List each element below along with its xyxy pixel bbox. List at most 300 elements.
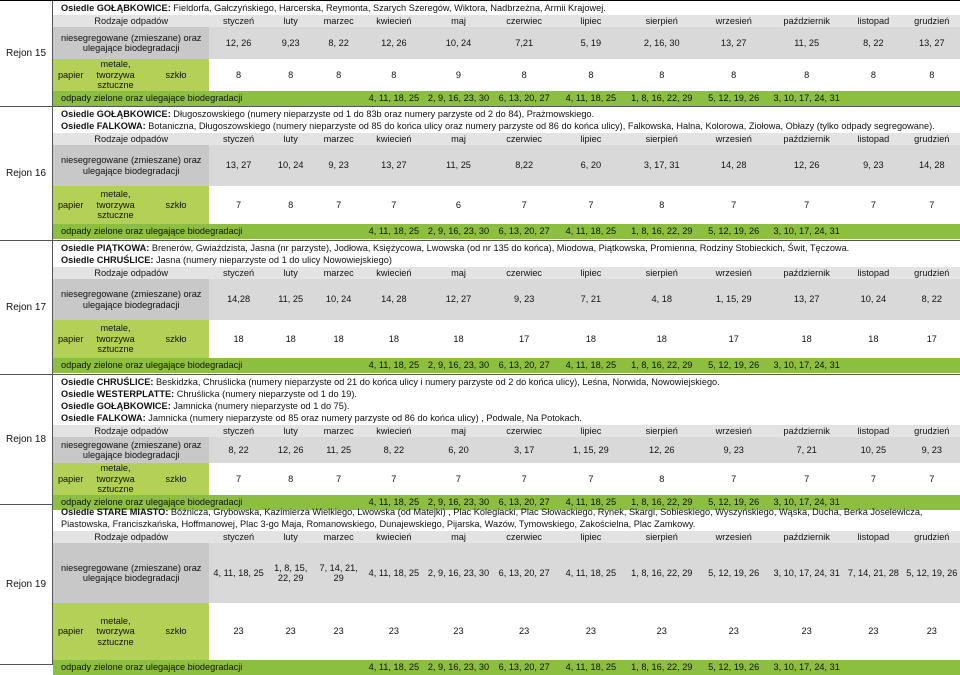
mixed-waste-dates: 9, 23 [843,145,903,186]
description-line [61,108,956,120]
green-waste-dates: 4, 11, 18, 25 [555,224,626,239]
month-header: luty [268,531,314,543]
glass-label: szkło [143,186,210,224]
glass-label: szkło [143,603,210,660]
month-header: maj [424,15,493,27]
recyclables-date: 8 [364,59,424,91]
mixed-waste-dates: 14,28 [209,279,267,320]
metal-plastic-label: metale, tworzywa sztuczne [88,320,142,358]
green-waste-row [53,358,960,373]
recyclables-date: 23 [364,603,424,660]
month-header: grudzień [904,133,960,145]
month-header: lipiec [555,425,626,437]
mixed-waste-dates: 2, 16, 30 [626,27,697,59]
settlement-name: Osiedle GOŁĄBKOWICE: [61,3,171,13]
month-header: czerwiec [493,531,556,543]
recyclables-date: 17 [904,320,960,358]
mixed-waste-dates: 1, 15, 29 [555,437,626,463]
paper-label: papier [53,603,88,660]
mixed-waste-dates: 5, 19 [555,27,626,59]
mixed-waste-dates: 2, 9, 16, 23, 30 [424,543,493,603]
recyclables-date: 7 [555,186,626,224]
month-header: sierpień [626,267,697,279]
header-row [53,15,960,27]
mixed-waste-dates: 8, 22 [209,437,267,463]
mixed-waste-dates: 3, 17 [493,437,556,463]
green-waste-dates: 4, 11, 18, 25 [364,660,424,675]
recyclables-date: 8 [904,59,960,91]
region-label: Rejon 18 [0,375,53,504]
recyclables-date: 7 [555,463,626,495]
street-list: Brenerów, Gwiaździsta, Jasna (nr parzyste), Jodłowa, Księżycowa, Lwowska (od nr 135 do końca), Miodowa, Piątkowska, Promienna, Rodziny Stobieckich, Świt, Tęczowa. [149,243,850,253]
green-waste-dates: 5, 12, 19, 26 [697,495,770,510]
recyclables-date: 23 [770,603,843,660]
settlement-name: Osiedle CHRUŚLICE: [61,377,154,387]
mixed-waste-dates: 8, 22 [314,27,364,59]
glass-label: szkło [143,320,210,358]
month-header: maj [424,425,493,437]
month-header: listopad [843,425,903,437]
street-list: Chruślicka (numery nieparzyste od 1 do 19). [174,389,357,399]
green-waste-dates: 5, 12, 19, 26 [697,660,770,675]
recyclables-date: 17 [697,320,770,358]
recyclables-date: 23 [209,603,267,660]
mixed-waste-dates: 6, 20 [555,145,626,186]
month-header: czerwiec [493,267,556,279]
mixed-waste-dates: 13, 27 [770,279,843,320]
green-waste-dates: 4, 11, 18, 25 [555,358,626,373]
green-waste-label: odpady zielone oraz ulegające biodegradacji [53,358,364,373]
recyclables-date: 23 [697,603,770,660]
month-header: luty [268,425,314,437]
green-waste-dates: 4, 11, 18, 25 [364,495,424,510]
paper-label: papier [53,463,88,495]
recyclables-date: 17 [493,320,556,358]
month-header: kwiecień [364,425,424,437]
region-block [0,107,960,241]
recyclables-date: 18 [268,320,314,358]
recyclables-date: 7 [770,186,843,224]
recyclables-date: 7 [314,463,364,495]
description-line [61,388,956,400]
green-waste-dates: 2, 9, 16, 23, 30 [424,358,493,373]
mixed-waste-dates: 7, 21 [555,279,626,320]
mixed-waste-dates: 13, 27 [904,27,960,59]
mixed-waste-dates: 12, 27 [424,279,493,320]
recyclables-row [53,59,960,91]
green-waste-dates [843,91,903,106]
month-header: kwiecień [364,15,424,27]
recyclables-date: 8 [268,59,314,91]
month-header: grudzień [904,531,960,543]
month-header: grudzień [904,15,960,27]
schedule-table [53,531,960,675]
category-header: Rodzaje odpadów [53,425,209,437]
recyclables-date: 8 [626,59,697,91]
month-header: październik [770,15,843,27]
recyclables-date: 18 [843,320,903,358]
month-header: wrzesień [697,133,770,145]
mixed-waste-dates: 7, 14, 21, 29 [314,543,364,603]
month-header: czerwiec [493,425,556,437]
recyclables-date: 7 [843,186,903,224]
month-header: wrzesień [697,425,770,437]
month-header: grudzień [904,267,960,279]
region-label: Rejon 17 [0,241,53,374]
region-description [53,375,960,425]
green-waste-dates [904,358,960,373]
mixed-waste-dates: 13, 27 [697,27,770,59]
month-header: październik [770,133,843,145]
month-header: lipiec [555,15,626,27]
month-header: styczeń [209,531,267,543]
region-block [0,505,960,673]
street-list: Botaniczna, Długoszowskiego (numery nieparzyste od 85 do końca ulicy oraz numery parzyste od 86 do końca ulicy), Falkowska, Halna, Kolorowa, Ziołowa, Obłazy (tylko odpady segregowane). [145,121,935,131]
mixed-waste-dates: 11, 25 [770,27,843,59]
month-header: kwiecień [364,267,424,279]
month-header: listopad [843,267,903,279]
mixed-waste-dates: 10, 24 [424,27,493,59]
mixed-waste-dates: 6, 13, 20, 27 [493,543,556,603]
mixed-waste-row [53,543,960,603]
street-list: Beskidzka, Chruślicka (numery nieparzyste od 21 do końca ulicy i numery parzyste od 2 do końca ulicy), Leśna, Norwida, Nowowiejskiego. [153,377,720,387]
mixed-waste-dates: 12, 26 [626,437,697,463]
category-header: Rodzaje odpadów [53,267,209,279]
mixed-waste-dates: 10, 24 [843,279,903,320]
recyclables-date: 7 [493,463,556,495]
mixed-waste-dates: 10, 24 [314,279,364,320]
region-description [53,505,960,531]
green-waste-label: odpady zielone oraz ulegające biodegradacji [53,660,364,675]
green-waste-dates: 3, 10, 17, 24, 31 [770,224,843,239]
mixed-waste-dates: 11, 25 [268,279,314,320]
mixed-waste-dates: 8,22 [493,145,556,186]
month-header: luty [268,267,314,279]
green-waste-dates [843,660,903,675]
recyclables-date: 8 [209,59,267,91]
month-header: listopad [843,133,903,145]
description-line [61,242,956,254]
category-header: Rodzaje odpadów [53,15,209,27]
recyclables-date: 18 [364,320,424,358]
recyclables-date: 18 [424,320,493,358]
green-waste-dates: 6, 13, 20, 27 [493,224,556,239]
mixed-waste-dates: 5, 12, 19, 26 [697,543,770,603]
recyclables-date: 7 [843,463,903,495]
month-header: marzec [314,531,364,543]
mixed-waste-dates: 3, 17, 31 [626,145,697,186]
recyclables-row [53,463,960,495]
month-header: sierpień [626,15,697,27]
recyclables-date: 7 [770,463,843,495]
month-header: maj [424,133,493,145]
recyclables-date: 8 [268,186,314,224]
mixed-waste-dates: 1, 15, 29 [697,279,770,320]
settlement-name: Osiedle PIĄTKOWA: [61,243,150,253]
schedule-table [53,133,960,239]
month-header: styczeń [209,425,267,437]
mixed-waste-dates: 8, 22 [843,27,903,59]
recyclables-date: 8 [314,59,364,91]
mixed-waste-dates: 3, 10, 17, 24, 31 [770,543,843,603]
month-header: wrzesień [697,267,770,279]
green-waste-label: odpady zielone oraz ulegające biodegradacji [53,495,364,510]
mixed-waste-row [53,279,960,320]
mixed-waste-dates: 7, 14, 21, 28 [843,543,903,603]
green-waste-row [53,224,960,239]
mixed-waste-dates: 8, 22 [364,437,424,463]
region-block [0,375,960,505]
recyclables-date: 8 [770,59,843,91]
recyclables-date: 7 [364,186,424,224]
month-header: grudzień [904,425,960,437]
recyclables-date: 18 [209,320,267,358]
recyclables-row [53,320,960,358]
green-waste-dates [904,224,960,239]
metal-plastic-label: metale, tworzywa sztuczne [88,603,142,660]
recyclables-date: 7 [209,463,267,495]
green-waste-dates: 2, 9, 16, 23, 30 [424,224,493,239]
month-header: styczeń [209,267,267,279]
month-header: wrzesień [697,531,770,543]
recyclables-date: 8 [626,463,697,495]
region-body [53,505,960,673]
recyclables-date: 23 [424,603,493,660]
settlement-name: Osiedle FALKOWA: [61,413,146,423]
region-body [53,241,960,374]
month-header: sierpień [626,133,697,145]
month-header: luty [268,133,314,145]
recyclables-date: 18 [626,320,697,358]
settlement-name: Osiedle GOŁĄBKOWICE: [61,401,171,411]
settlement-name: Osiedle WESTERPLATTE: [61,389,175,399]
recyclables-date: 8 [843,59,903,91]
metal-plastic-label: metale, tworzywa sztuczne [88,463,142,495]
month-header: marzec [314,133,364,145]
mixed-waste-dates: 9, 23 [697,437,770,463]
recyclables-date: 7 [493,186,556,224]
green-waste-dates: 4, 11, 18, 25 [555,660,626,675]
header-row [53,267,960,279]
month-header: marzec [314,425,364,437]
mixed-waste-dates: 14, 28 [697,145,770,186]
recyclables-date: 23 [843,603,903,660]
green-waste-dates: 3, 10, 17, 24, 31 [770,660,843,675]
green-waste-dates: 2, 9, 16, 23, 30 [424,91,493,106]
mixed-waste-dates: 8, 22 [904,279,960,320]
street-list: Bóżnicza, Grybowska, Kazimierza Wielkiego, Lwowska (od Matejki) , Plac Kolegiacki, Plac Słowackiego, Rynek, Skargi, Sobieskiego, Wyszyńskiego, Wąska, Ducha, Berka Joselewicza, Piastowska, Franciszkańska, Hoffmanowej, Plac 3-go Maja, Romanowskiego, Dunajewskiego, Pijarska, Wazów, Tymowskiego, Zakościelna, Plac Zamkowy. [61,507,923,529]
recyclables-date: 8 [626,186,697,224]
description-line [61,254,956,266]
mixed-waste-dates: 10, 24 [268,145,314,186]
region-block [0,241,960,375]
mixed-waste-dates: 11, 25 [424,145,493,186]
mixed-waste-dates: 1, 8, 16, 22, 29 [626,543,697,603]
month-header: maj [424,267,493,279]
month-header: listopad [843,15,903,27]
month-header: kwiecień [364,133,424,145]
region-label: Rejon 19 [0,505,53,664]
category-header: Rodzaje odpadów [53,133,209,145]
street-list: Jasna (numery nieparzyste od 1 do ulicy Nowowiejskiego) [153,255,392,265]
description-line [61,120,956,132]
region-description [53,241,960,267]
green-waste-dates: 1, 8, 16, 22, 29 [626,358,697,373]
month-header: styczeń [209,15,267,27]
settlement-name: Osiedle FALKOWA: [61,121,146,131]
green-waste-dates: 3, 10, 17, 24, 31 [770,358,843,373]
green-waste-dates [904,660,960,675]
month-header: lipiec [555,267,626,279]
header-row [53,531,960,543]
mixed-waste-label: niesegregowane (zmieszane) oraz ulegające biodegradacji [53,437,209,463]
paper-label: papier [53,186,88,224]
green-waste-dates [843,224,903,239]
recyclables-date: 7 [697,463,770,495]
month-header: czerwiec [493,15,556,27]
region-body [53,375,960,507]
mixed-waste-dates: 12, 26 [209,27,267,59]
month-header: luty [268,15,314,27]
mixed-waste-dates: 7, 21 [770,437,843,463]
mixed-waste-label: niesegregowane (zmieszane) oraz ulegające biodegradacji [53,145,209,186]
recyclables-date: 23 [314,603,364,660]
mixed-waste-dates: 13, 27 [209,145,267,186]
mixed-waste-row [53,145,960,186]
description-line [61,400,956,412]
green-waste-dates: 5, 12, 19, 26 [697,358,770,373]
mixed-waste-label: niesegregowane (zmieszane) oraz ulegające biodegradacji [53,27,209,59]
street-list: Jamnicka (numery nieparzyste od 1 do 75). [170,401,350,411]
recyclables-date: 7 [314,186,364,224]
paper-label: papier [53,59,88,91]
green-waste-dates: 6, 13, 20, 27 [493,91,556,106]
mixed-waste-label: niesegregowane (zmieszane) oraz ulegające biodegradacji [53,279,209,320]
recyclables-date: 8 [697,59,770,91]
recyclables-date: 18 [555,320,626,358]
mixed-waste-dates: 4, 11, 18, 25 [364,543,424,603]
green-waste-dates: 4, 11, 18, 25 [364,91,424,106]
recyclables-date: 23 [493,603,556,660]
recyclables-date: 9 [424,59,493,91]
green-waste-dates: 4, 11, 18, 25 [364,224,424,239]
mixed-waste-dates: 9, 23 [493,279,556,320]
mixed-waste-dates: 10, 25 [843,437,903,463]
mixed-waste-dates: 12, 26 [770,145,843,186]
green-waste-dates: 5, 12, 19, 26 [697,224,770,239]
green-waste-row [53,660,960,675]
recyclables-date: 23 [904,603,960,660]
recyclables-date: 23 [555,603,626,660]
mixed-waste-label: niesegregowane (zmieszane) oraz ulegające biodegradacji [53,543,209,603]
month-header: czerwiec [493,133,556,145]
recyclables-date: 8 [268,463,314,495]
month-header: lipiec [555,133,626,145]
mixed-waste-dates: 13, 27 [364,145,424,186]
mixed-waste-dates: 1, 8, 15, 22, 29 [268,543,314,603]
month-header: marzec [314,267,364,279]
header-row [53,133,960,145]
month-header: kwiecień [364,531,424,543]
settlement-name: Osiedle CHRUŚLICE: [61,255,154,265]
month-header: październik [770,531,843,543]
street-list: Długoszowskiego (numery nieparzyste od 1 do 83b oraz numery parzyste od 2 do 84), Prażmowskiego. [170,109,595,119]
green-waste-dates: 6, 13, 20, 27 [493,660,556,675]
recyclables-date: 7 [364,463,424,495]
paper-label: papier [53,320,88,358]
month-header: listopad [843,531,903,543]
green-waste-dates: 4, 11, 18, 25 [364,358,424,373]
month-header: sierpień [626,425,697,437]
mixed-waste-dates: 9, 23 [314,145,364,186]
schedule-table [53,267,960,373]
region-label: Rejon 15 [0,1,53,106]
month-header: wrzesień [697,15,770,27]
green-waste-dates [904,91,960,106]
green-waste-dates: 5, 12, 19, 26 [697,91,770,106]
description-line [61,412,956,424]
mixed-waste-row [53,27,960,59]
region-description [53,107,960,133]
mixed-waste-dates: 5, 12, 19, 26 [904,543,960,603]
recyclables-date: 8 [493,59,556,91]
metal-plastic-label: metale, tworzywa sztuczne [88,186,142,224]
settlement-name: Osiedle GOŁĄBKOWICE: [61,109,171,119]
recyclables-date: 18 [314,320,364,358]
recyclables-date: 7 [209,186,267,224]
mixed-waste-dates: 12, 26 [364,27,424,59]
schedule-table [53,15,960,106]
month-header: październik [770,267,843,279]
settlement-name: Osiedle STARE MIASTO: [61,507,169,517]
green-waste-dates: 2, 9, 16, 23, 30 [424,495,493,510]
mixed-waste-dates: 14, 28 [904,145,960,186]
street-list: Fieldorfa, Gałczyńskiego, Harcerska, Reymonta, Szarych Szeregów, Wiktora, Nadbrzeżna, Armii Krajowej. [170,3,606,13]
green-waste-dates: 1, 8, 16, 22, 29 [626,660,697,675]
mixed-waste-dates: 6, 20 [424,437,493,463]
schedule-table [53,425,960,510]
recyclables-date: 7 [697,186,770,224]
month-header: sierpień [626,531,697,543]
green-waste-dates: 6, 13, 20, 27 [493,358,556,373]
green-waste-dates: 3, 10, 17, 24, 31 [770,495,843,510]
mixed-waste-dates: 12, 26 [268,437,314,463]
month-header: lipiec [555,531,626,543]
region-body [53,1,960,106]
mixed-waste-dates: 4, 11, 18, 25 [209,543,267,603]
recyclables-date: 8 [555,59,626,91]
green-waste-label: odpady zielone oraz ulegające biodegradacji [53,224,364,239]
green-waste-dates: 2, 9, 16, 23, 30 [424,660,493,675]
mixed-waste-dates: 11, 25 [314,437,364,463]
category-header: Rodzaje odpadów [53,531,209,543]
description-line [61,376,956,388]
green-waste-dates: 3, 10, 17, 24, 31 [770,91,843,106]
green-waste-dates: 1, 8, 16, 22, 29 [626,495,697,510]
recyclables-date: 7 [424,463,493,495]
description-line [61,2,956,14]
recyclables-row [53,186,960,224]
green-waste-dates: 4, 11, 18, 25 [555,495,626,510]
recyclables-date: 23 [626,603,697,660]
month-header: styczeń [209,133,267,145]
street-list: Jamnicka (numery nieparzyste od 85 oraz numery parzyste od 86 do końca ulicy) , Podwale, Na Potokach. [145,413,582,423]
green-waste-dates: 4, 11, 18, 25 [555,91,626,106]
region-block [0,1,960,107]
region-description [53,1,960,15]
mixed-waste-dates: 9,23 [268,27,314,59]
green-waste-dates: 6, 13, 20, 27 [493,495,556,510]
